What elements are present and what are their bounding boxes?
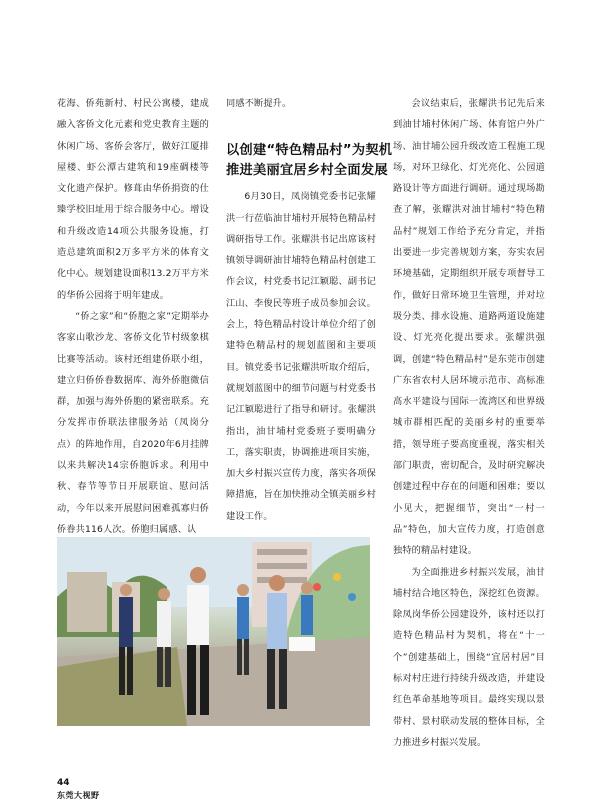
- section-heading-line: 推进美丽宜居乡村全面发展: [226, 163, 388, 178]
- paragraph: 6月30日，凤岗镇党委书记张耀洪一行莅临油甘埔村开展特色精品村调研指导工作。张耀洪书记出席该村镇领导调研油甘埔特色精品村创建工作会议，村党委书记江颖聪、副书记江山、李俊民等班子成员参加会议。会上，特色精品村设计单位介绍了创建特色精品村的规划蓝图和主要项目。镇党委书记张耀洪听取介绍后，就规划蓝图中的细节问题与村党委书记江颖聪进行了指导和研讨。张耀洪指出，油甘埔村党委班子要明确分工，落实职责，协调推进项目实施，加大乡村振兴宣传力度，落实各项保障措施，旨在加快推动全镇美丽乡村建设工作。: [226, 191, 376, 522]
- paragraph: 为全面推进乡村振兴发展，油甘埔村结合地区特色，深挖红色资源。除凤岗华侨公园建设外，该村还以打造特色精品村为契机，将在“十一个”创建基础上，围绕“宜居村居”目标对村庄进行持续升级改造，并建设红色革命基地等项目。最终实现以景带村、景村联动发展的整体目标，全力推进乡村振兴发展。: [393, 566, 545, 748]
- paragraph-continuation: 同感不断提升。: [226, 98, 292, 109]
- magazine-logo: 东莞大视野: [57, 790, 100, 800]
- section-heading: [226, 141, 393, 181]
- article-column-left: [57, 93, 209, 540]
- paragraph: “侨之家”和“侨胞之家”定期举办客家山歌沙龙、客侨文化节村级象棋比赛等活动。该村还组建侨联小组，建立归侨侨眷数据库、海外侨胞微信群，加强与海外侨胞的紧密联系。充分发挥市侨联法律服务站（凤岗分点）的阵地作用，自2020年6月挂牌以来共解决14宗侨胞诉求。利用中秋、春节等节日开展联谊、慰问活动，今年以来开展慰问困难孤寡归侨侨眷共116人次。侨胞归属感、认: [57, 310, 209, 535]
- inspection-photo: [57, 537, 370, 726]
- section-heading-line: 以创建“特色精品村”为契机: [226, 143, 393, 158]
- article-column-right: [393, 93, 545, 753]
- paragraph: 花海、侨苑新村、村民公寓楼，建成融入客侨文化元素和党史教育主题的休闲广场、客侨会客厅，做好江厦排屋楼、虾公潭古建筑和19座碉楼等文化遗产保护。修葺由华侨捐资的仕臻学校旧址用于综合服务中心。增设和升级改造14项公共服务设施，打造总建筑面积2万多平方米的体育文化中心。规划建设面积13.2万平方米的华侨公园将于明年建成。: [57, 98, 209, 301]
- page-number: 44: [57, 778, 70, 788]
- paragraph: 会议结束后，张耀洪书记先后来到油甘埔村休闲广场、体育馆户外广场、油甘埔公园升级改造工程施工现场，对环卫绿化、灯光亮化、公园道路设计等方面进行调研。通过现场勘查了解，张耀洪对油甘埔村“特色精品村”规划工作给予充分肯定，并指出要进一步完善规划方案，夯实农居环境基础，定期组织开展专项督导工作，做好日常环境卫生管理，并对垃圾分类、排水设施、道路两道设施建设、灯光亮化提出要求。张耀洪强调，创建“特色精品村”是东莞市创建广东省农村人居环境示范市、高标准高水平建设与国际一流湾区和世界级城市群相匹配的美丽乡村的重要举措，领导班子要高度重视，落实相关部门职责，密切配合，及时研究解决创建过程中存在的问题和困难；要以小见大，把握细节，突出“一村一品”特色，加大宣传力度，打造创意独特的精品村建设。: [393, 98, 545, 557]
